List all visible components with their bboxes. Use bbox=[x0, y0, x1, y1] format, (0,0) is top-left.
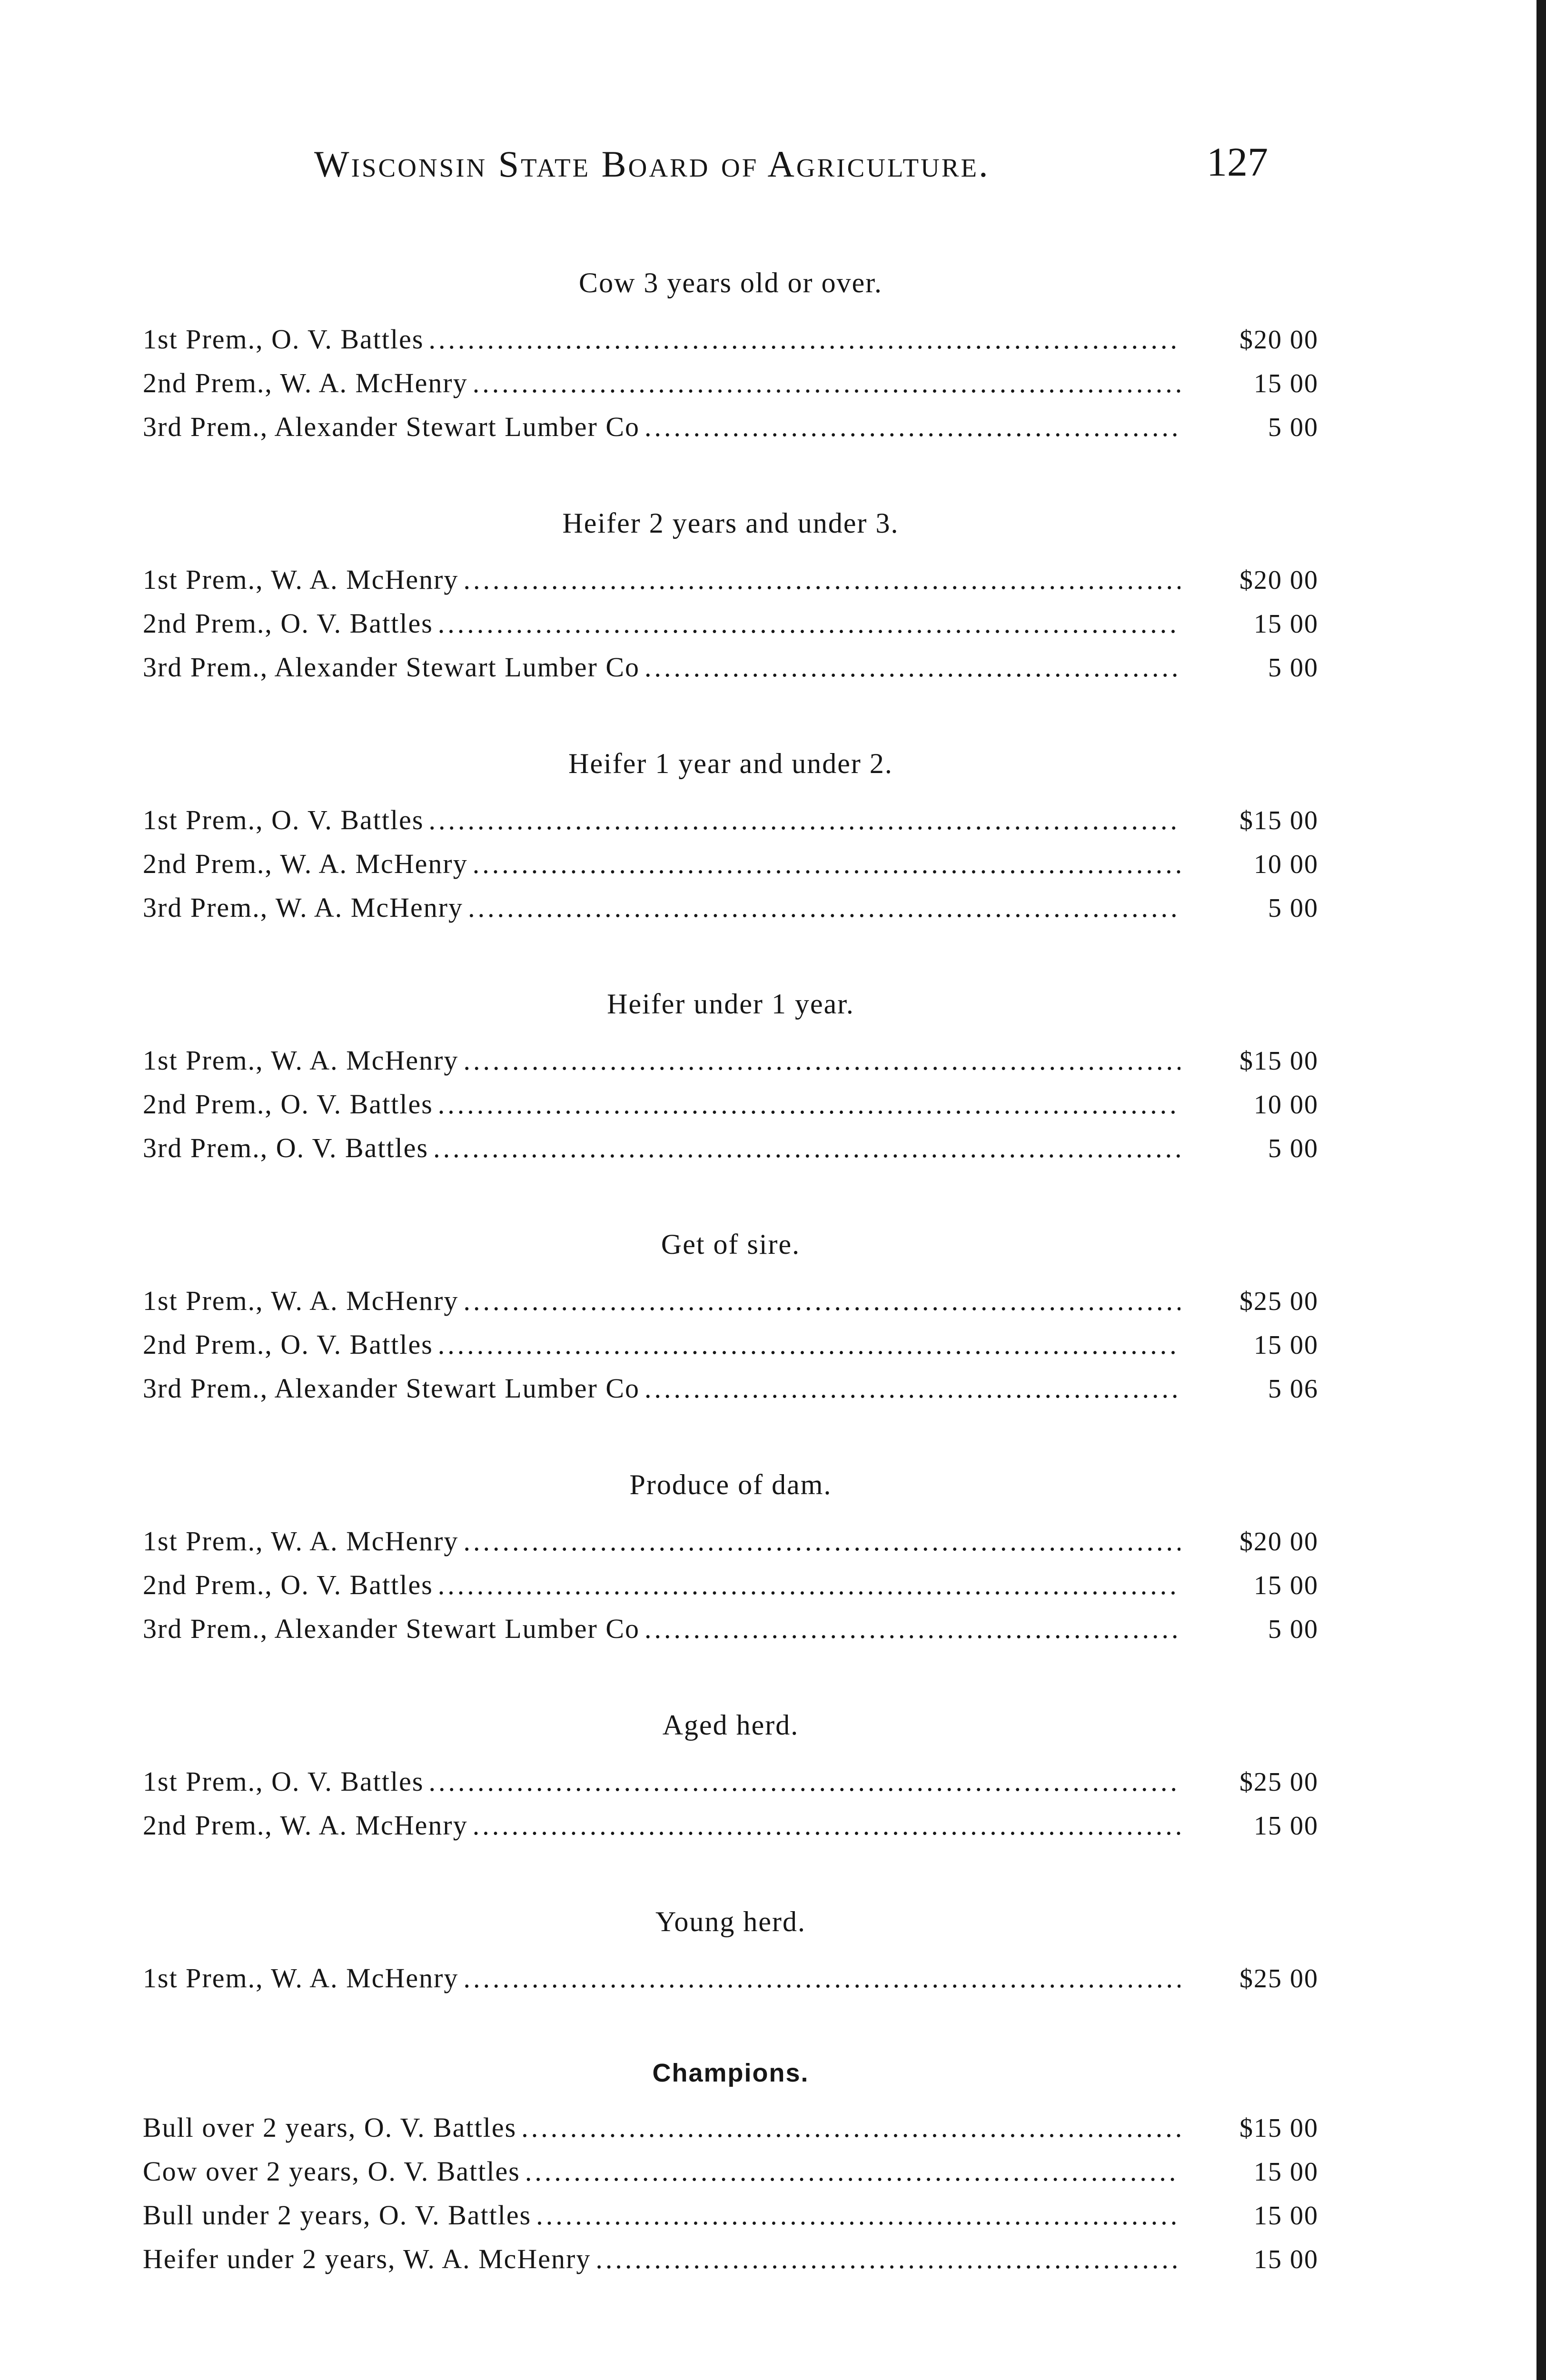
leader-dots bbox=[463, 1044, 1180, 1076]
premium-label: 1st Prem., W. A. McHenry bbox=[143, 1285, 459, 1316]
section-young-herd bbox=[143, 1905, 1318, 2006]
section-cow-3-years bbox=[143, 267, 1318, 455]
premium-row bbox=[143, 1613, 1318, 1656]
leader-dots bbox=[463, 564, 1180, 595]
premium-row bbox=[143, 1285, 1318, 1329]
leader-dots bbox=[463, 1525, 1180, 1557]
premium-label: Bull under 2 years, O. V. Battles bbox=[143, 2200, 532, 2231]
leader-dots bbox=[473, 848, 1180, 880]
premium-row bbox=[143, 411, 1318, 455]
running-header: Wisconsin State Board of Agriculture. bbox=[314, 143, 990, 185]
premium-label: 3rd Prem., Alexander Stewart Lumber Co bbox=[143, 411, 640, 442]
leader-dots bbox=[468, 892, 1180, 923]
premium-label: 3rd Prem., W. A. McHenry bbox=[143, 892, 464, 923]
premium-label: 2nd Prem., O. V. Battles bbox=[143, 608, 433, 639]
section-title: Heifer under 1 year. bbox=[607, 988, 854, 1020]
premium-amount: 10 00 bbox=[1254, 850, 1318, 879]
section-title: Heifer 2 years and under 3. bbox=[562, 507, 899, 539]
premium-amount: 15 00 bbox=[1254, 1811, 1318, 1841]
leader-dots bbox=[438, 1569, 1180, 1601]
premium-label: 3rd Prem., Alexander Stewart Lumber Co bbox=[143, 1373, 640, 1404]
premium-label: 2nd Prem., O. V. Battles bbox=[143, 1329, 433, 1360]
premium-label: 1st Prem., W. A. McHenry bbox=[143, 1045, 459, 1076]
premium-amount: $15 00 bbox=[1239, 806, 1318, 835]
section-heifer-under-1-year bbox=[143, 988, 1318, 1176]
premium-amount: 15 00 bbox=[1254, 609, 1318, 639]
premium-label: 1st Prem., O. V. Battles bbox=[143, 324, 424, 355]
premium-amount: 15 00 bbox=[1254, 2201, 1318, 2231]
page-edge bbox=[1536, 0, 1546, 2380]
premium-label: Heifer under 2 years, W. A. McHenry bbox=[143, 2243, 591, 2274]
premium-row bbox=[143, 1329, 1318, 1372]
premium-label: 2nd Prem., W. A. McHenry bbox=[143, 848, 468, 879]
premium-list bbox=[143, 267, 1318, 2339]
premium-row bbox=[143, 1525, 1318, 1569]
section-title: Champions. bbox=[652, 2059, 809, 2087]
leader-dots bbox=[536, 2199, 1180, 2231]
premium-label: 1st Prem., O. V. Battles bbox=[143, 804, 424, 835]
leader-dots bbox=[463, 1962, 1180, 1994]
leader-dots bbox=[521, 2112, 1180, 2143]
premium-amount: $25 00 bbox=[1239, 1287, 1318, 1316]
premium-amount: 15 00 bbox=[1254, 2157, 1318, 2187]
leader-dots bbox=[473, 367, 1180, 399]
premium-row bbox=[143, 1809, 1318, 1853]
premium-row bbox=[143, 804, 1318, 848]
premium-amount: 5 06 bbox=[1268, 1374, 1318, 1404]
premium-row bbox=[143, 1962, 1318, 2006]
premium-label: 1st Prem., O. V. Battles bbox=[143, 1766, 424, 1797]
leader-dots bbox=[428, 1765, 1180, 1797]
premium-amount: $25 00 bbox=[1239, 1767, 1318, 1797]
leader-dots bbox=[463, 1285, 1180, 1317]
premium-amount: 15 00 bbox=[1254, 1571, 1318, 1600]
premium-row bbox=[143, 607, 1318, 651]
premium-row bbox=[143, 367, 1318, 411]
leader-dots bbox=[644, 1613, 1180, 1645]
premium-row bbox=[143, 651, 1318, 695]
section-title: Heifer 1 year and under 2. bbox=[568, 748, 893, 779]
premium-row bbox=[143, 1132, 1318, 1176]
premium-amount: $20 00 bbox=[1239, 1527, 1318, 1557]
premium-amount: 15 00 bbox=[1254, 2245, 1318, 2274]
premium-amount: 5 00 bbox=[1268, 1134, 1318, 1163]
premium-amount: 15 00 bbox=[1254, 1330, 1318, 1360]
premium-amount: 5 00 bbox=[1268, 413, 1318, 442]
premium-row bbox=[143, 2199, 1318, 2243]
section-title: Get of sire. bbox=[661, 1229, 801, 1260]
premium-row bbox=[143, 1372, 1318, 1416]
premium-row bbox=[143, 323, 1318, 367]
leader-dots bbox=[433, 1132, 1180, 1164]
premium-row bbox=[143, 1044, 1318, 1088]
premium-row bbox=[143, 892, 1318, 935]
premium-label: Cow over 2 years, O. V. Battles bbox=[143, 2156, 520, 2187]
page-number: 127 bbox=[1207, 139, 1268, 185]
leader-dots bbox=[595, 2243, 1180, 2275]
premium-label: 3rd Prem., Alexander Stewart Lumber Co bbox=[143, 652, 640, 683]
section-aged-herd bbox=[143, 1709, 1318, 1853]
premium-row bbox=[143, 1569, 1318, 1613]
leader-dots bbox=[438, 607, 1180, 639]
section-produce-of-dam bbox=[143, 1468, 1318, 1656]
premium-label: 2nd Prem., O. V. Battles bbox=[143, 1569, 433, 1600]
premium-amount: $25 00 bbox=[1239, 1964, 1318, 1993]
section-heifer-1-year bbox=[143, 747, 1318, 935]
premium-label: Bull over 2 years, O. V. Battles bbox=[143, 2112, 517, 2143]
premium-amount: $20 00 bbox=[1239, 565, 1318, 595]
premium-amount: $15 00 bbox=[1239, 1046, 1318, 1076]
leader-dots bbox=[473, 1809, 1180, 1841]
section-title: Young herd. bbox=[655, 1906, 806, 1937]
premium-row bbox=[143, 564, 1318, 607]
premium-row bbox=[143, 1765, 1318, 1809]
premium-amount: 15 00 bbox=[1254, 369, 1318, 398]
leader-dots bbox=[525, 2155, 1180, 2187]
premium-label: 2nd Prem., W. A. McHenry bbox=[143, 1810, 468, 1841]
premium-row bbox=[143, 848, 1318, 892]
section-heifer-2-years bbox=[143, 507, 1318, 695]
premium-label: 3rd Prem., Alexander Stewart Lumber Co bbox=[143, 1613, 640, 1644]
leader-dots bbox=[438, 1088, 1180, 1120]
section-title: Produce of dam. bbox=[629, 1469, 832, 1500]
premium-label: 1st Prem., W. A. McHenry bbox=[143, 564, 459, 595]
section-title: Aged herd. bbox=[662, 1709, 799, 1741]
section-champions bbox=[143, 2058, 1318, 2287]
premium-label: 3rd Prem., O. V. Battles bbox=[143, 1132, 429, 1163]
premium-amount: 5 00 bbox=[1268, 893, 1318, 923]
premium-label: 2nd Prem., W. A. McHenry bbox=[143, 367, 468, 398]
premium-label: 2nd Prem., O. V. Battles bbox=[143, 1089, 433, 1120]
premium-row bbox=[143, 1088, 1318, 1132]
section-get-of-sire bbox=[143, 1228, 1318, 1416]
leader-dots bbox=[644, 411, 1180, 443]
leader-dots bbox=[644, 651, 1180, 683]
premium-amount: $15 00 bbox=[1239, 2113, 1318, 2143]
leader-dots bbox=[438, 1329, 1180, 1360]
premium-amount: 10 00 bbox=[1254, 1090, 1318, 1120]
premium-amount: 5 00 bbox=[1268, 1615, 1318, 1644]
leader-dots bbox=[644, 1372, 1180, 1404]
premium-label: 1st Prem., W. A. McHenry bbox=[143, 1526, 459, 1557]
premium-label: 1st Prem., W. A. McHenry bbox=[143, 1963, 459, 1993]
premium-amount: $20 00 bbox=[1239, 325, 1318, 355]
leader-dots bbox=[428, 323, 1180, 355]
premium-row bbox=[143, 2243, 1318, 2287]
premium-amount: 5 00 bbox=[1268, 653, 1318, 683]
premium-row bbox=[143, 2112, 1318, 2155]
leader-dots bbox=[428, 804, 1180, 836]
section-title: Cow 3 years old or over. bbox=[579, 267, 882, 298]
premium-row bbox=[143, 2155, 1318, 2199]
